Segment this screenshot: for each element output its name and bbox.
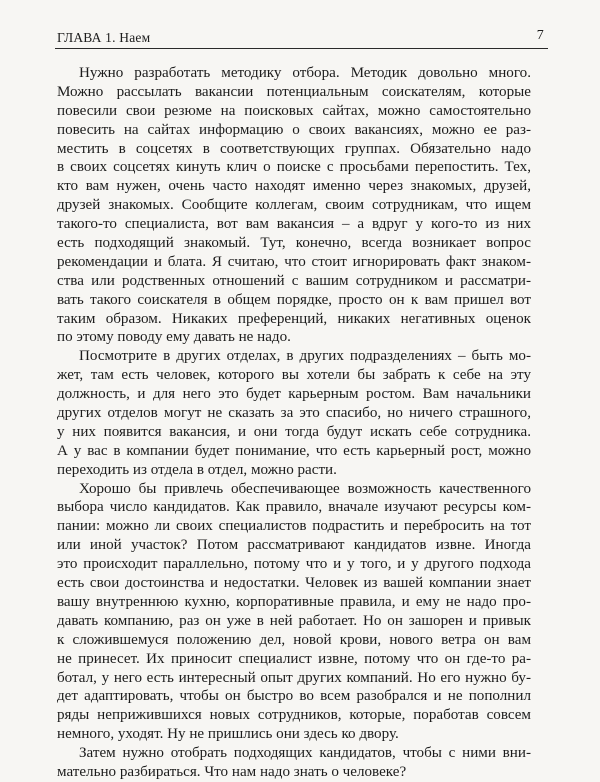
paragraph — [57, 480, 531, 744]
text-line: у них появится вакансия, и они тогда будут искать себе сотрудника. — [57, 423, 531, 440]
text-line: дет адаптировать, чтобы он быстро во всем разобрался и не пополнил — [57, 688, 531, 705]
text-line: ряды неприжившихся новых сотрудников, которые, поработав совсем — [57, 707, 531, 724]
page-number: 7 — [536, 28, 544, 43]
text-line: давать компанию, раз он уже в ней работает. Но он зашорен и привык — [57, 612, 531, 629]
text-line: переходить из отдела в отдел, можно расти. — [57, 461, 337, 478]
text-line: местить в соцсетях в соответствующих группах. Обязательно надо — [57, 140, 531, 157]
text-line: ства или родственных отношений с вашим сотрудником и рассматри- — [57, 272, 531, 289]
text-line: таким образом. Никаких преференций, никаких негативных оценок — [57, 310, 531, 327]
text-line: кто вам нужен, очень часто находят именно через знакомых, друзей, — [57, 178, 531, 195]
text-line: должность, и для него это будет карьерным ростом. Вам начальники — [57, 386, 531, 403]
text-line: Нужно разработать методику отбора. Методик довольно много. — [79, 65, 531, 81]
text-line: повесить на сайтах информацию о своих вакансиях, можно ее раз- — [57, 121, 531, 138]
chapter-title: ГЛАВА 1. Наем — [57, 30, 151, 45]
text-line: вашу внутреннюю кухню, корпоративные правила, и ему не надо про- — [57, 593, 531, 610]
text-line: повесили свои резюме на поисковых сайтах, можно самостоятельно — [57, 102, 531, 119]
text-line: Можно рассылать вакансии потенциальным соискателям, которые — [57, 83, 531, 100]
header-rule — [55, 48, 548, 49]
text-line: такого-то специалиста, вот вам вакансия – а вдруг у кого-то из них — [57, 216, 531, 233]
text-line: немного, уходят. Ну не пришлись они здесь ко двору. — [57, 726, 399, 743]
paragraph — [57, 64, 531, 347]
text-line: А у вас в компании будет понимание, что есть карьерный рост, можно — [57, 442, 531, 459]
text-line: выбора число кандидатов. Как правило, вначале изучают ресурсы ком- — [57, 499, 531, 516]
text-line: рекомендации и блата. Я считаю, что стоит игнорировать факт знаком- — [57, 253, 531, 270]
running-header — [55, 22, 548, 46]
text-line: есть подходящий знакомый. Тут, конечно, всегда возникает вопрос — [57, 235, 531, 252]
text-line: или иной участок? Потом рассматривают кандидатов извне. Иногда — [57, 537, 531, 554]
text-line: не принесет. Их приносит специалист извне, потому что он где-то ра- — [57, 650, 531, 667]
body-text — [57, 64, 531, 782]
text-line: это происходит параллельно, потому что и у того, и у другого подхода — [57, 556, 531, 573]
text-line: пании: можно ли своих специалистов подрастить и перебросить на тот — [57, 518, 531, 535]
text-line: в своих соцсетях кинуть клич о поиске с просьбами перепостить. Тех, — [57, 159, 531, 176]
text-line: ботал, у него есть интересный опыт других компаний. Но его нужно бу- — [57, 669, 531, 686]
text-line: по этому поводу ему давать не надо. — [57, 329, 291, 346]
text-line: других отделов могут не сказать за это спасибо, но ничего страшного, — [57, 405, 531, 422]
text-line: Посмотрите в других отделах, в других подразделениях – быть мо- — [79, 348, 531, 365]
text-line: жет, там есть человек, которого вы хотели бы забрать к себе на эту — [57, 367, 531, 384]
text-line: вать такого соискателя в общем порядке, просто он к вам пришел вот — [57, 291, 531, 308]
text-line: Затем нужно отобрать подходящих кандидатов, чтобы с ними вни- — [79, 745, 531, 762]
text-line: друзей знакомых. Сообщите коллегам, своим сотрудникам, что ищем — [57, 197, 531, 214]
text-line: есть свои достоинства и недостатки. Человек из вашей компании знает — [57, 575, 531, 592]
text-line: мательно разбираться. Что нам надо знать о человеке? — [57, 763, 407, 780]
paragraph — [57, 347, 531, 479]
text-line: к сложившемуся положению дел, новой крови, нового ветра он вам — [57, 631, 531, 648]
text-line: Хорошо бы привлечь обеспечивающее возможность качественного — [79, 480, 531, 497]
